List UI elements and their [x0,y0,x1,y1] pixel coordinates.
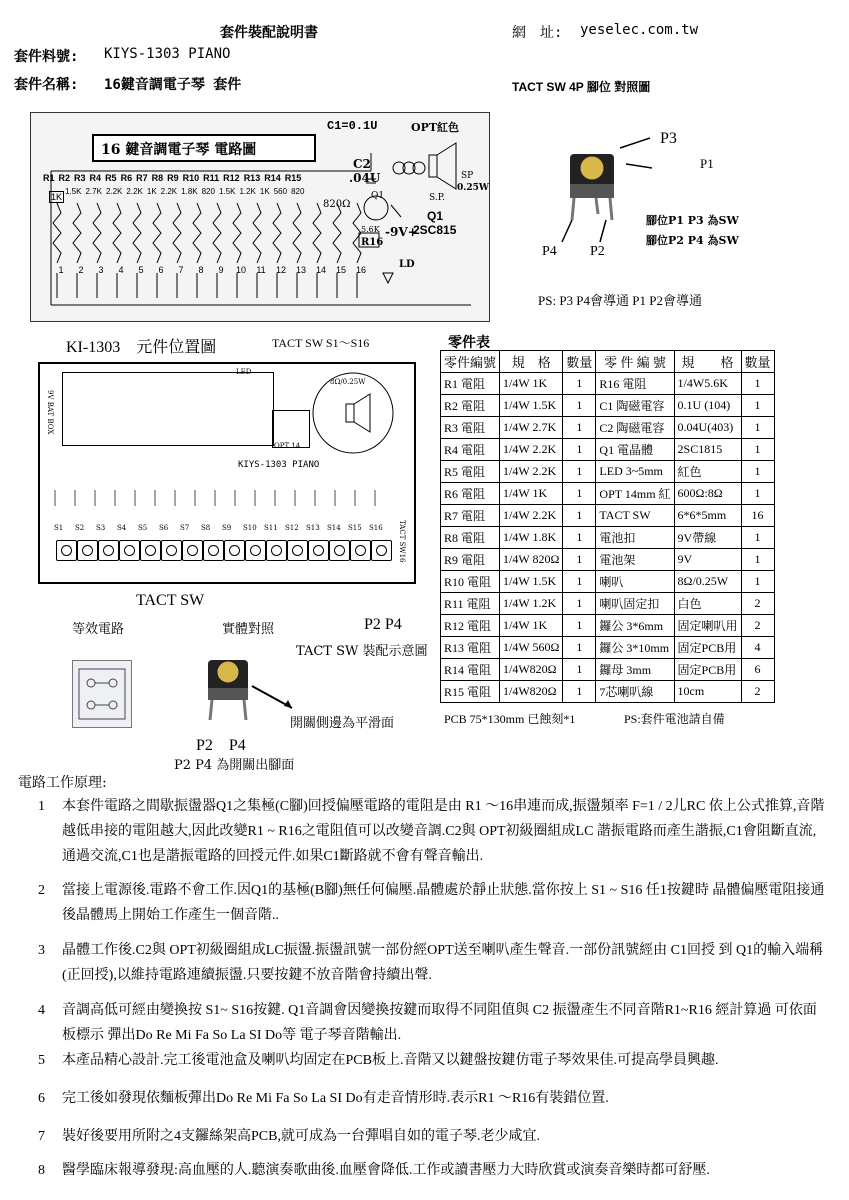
table-cell: C2 陶磁電容 [596,417,674,439]
table-row [441,395,775,417]
table-cell: R5 電阻 [441,461,500,483]
opt-label: OPT紅色 [411,121,460,134]
battery-box [62,372,274,446]
table-cell: 1 [741,395,774,417]
resistor-labels: R1 R2 R3 R4 R5 R6 R7 R8 R9 R10 R11 R12 R13 R14 R15 [43,173,302,183]
key-s1[interactable] [56,540,77,561]
principle-item-number: 1 [38,799,45,814]
key-s4[interactable] [119,540,140,561]
key-s2[interactable] [77,540,98,561]
pin-p1-label: P1 [700,156,714,171]
table-cell: 1/4W 2.2K [500,461,563,483]
table-cell: 1/4W 2.7K [500,417,563,439]
table-row [441,637,775,659]
principle-item-text: 醫學臨床報導發現:高血壓的人.聽演奏歌曲後.血壓會降低.工作或讀書壓力大時欣賞或演奏音樂時都可舒壓. [62,1163,710,1178]
table-cell: 1/4W 1K [500,483,563,505]
principle-item-number: 8 [38,1163,45,1178]
table-cell: 1 [563,549,596,571]
principle-item-number: 6 [38,1091,45,1106]
table-cell: 600Ω:8Ω [674,483,741,505]
table-cell: R10 電阻 [441,571,500,593]
table-row [441,417,775,439]
p2-p4-bottom-label: P2 P4 [196,737,246,754]
table-cell: C1 陶磁電容 [596,395,674,417]
key-s12[interactable] [287,540,308,561]
table-row [441,681,775,703]
sp-value: 0.25W [457,183,490,193]
circuit-schematic [30,112,490,322]
table-cell: 1 [563,373,596,395]
kit-name-label: 套件名稱: [14,77,79,93]
table-row [441,505,775,527]
table-cell: 1 [563,593,596,615]
table-cell: 7芯喇叭線 [596,681,674,703]
equivalent-circuit-diagram [72,660,132,728]
table-row [441,593,775,615]
table-cell: R6 電阻 [441,483,500,505]
table-cell: 1 [563,439,596,461]
table-cell: 喇叭固定扣 [596,593,674,615]
principle-title: 電路工作原理: [18,775,107,791]
r16-value: 5.6K [361,225,380,234]
tact-sw-range: TACT SW S1～S16 [272,336,370,350]
table-cell: R14 電阻 [441,659,500,681]
sp-label: SP [461,171,474,181]
q1-small-label: Q1 [371,191,385,201]
kit-name: 16鍵音調電子琴 套件 [104,77,242,93]
principle-item [38,878,828,928]
key-s15[interactable] [350,540,371,561]
table-cell: 1/4W820Ω [500,681,563,703]
tact-pinout-title: TACT SW 4P 腳位 對照圖 [512,80,651,94]
principle-item [38,998,828,1048]
c2-label: C2 [353,157,371,171]
principle-item-number: 3 [38,943,45,958]
led-position-label: LED [236,368,252,376]
table-cell: R2 電阻 [441,395,500,417]
speaker-spec-label: 8Ω/0.25W [330,378,366,386]
key-s9[interactable] [224,540,245,561]
table-cell: 1/4W 560Ω [500,637,563,659]
table-row [441,439,775,461]
q1-part: 2SC815 [413,223,457,237]
sp-text: S.P. [429,193,445,203]
table-cell: 喇叭 [596,571,674,593]
principle-item [38,1124,828,1149]
table-cell: 1/4W 1K [500,373,563,395]
principle-item-text: 本套件電路之間歇振盪器Q1之集極(C腳)回授偏壓電路的電阻是由 R1 ～16串連而成,振盪頻率 F=1 / 2儿RC 依上公式推算,音階越低串接的電阻越大,因此改變R1 ~ R16之電阻值可以改變音調.C2與 OPT初級圈組成LC 諧振電路而產生諧振,C1會阻斷直流,通過交流,C1也是諧振電路的回授元件.如果C1斷路就不會有聲音輸出. [62,799,825,864]
battery-label: -9V+ [385,225,418,239]
table-cell: 1/4W 1.5K [500,571,563,593]
table-cell: R11 電阻 [441,593,500,615]
table-cell: 1 [563,637,596,659]
physical-label: 實體對照 [222,622,275,637]
table-cell: 1/4W 1.5K [500,395,563,417]
table-row [441,527,775,549]
tact-spare-label: TACT SW16 [398,520,406,563]
key-s11[interactable] [266,540,287,561]
table-cell: R1 電阻 [441,373,500,395]
table-cell: 1 [741,483,774,505]
table-cell: 電池架 [596,549,674,571]
key-s16[interactable] [371,540,392,561]
table-cell: 固定PCB用 [674,637,741,659]
table-cell: 1/4W 820Ω [500,549,563,571]
table-cell: 電池扣 [596,527,674,549]
layout-title: KI-1303 元件位置圖 [66,339,217,356]
table-cell: 10cm [674,681,741,703]
table-cell: TACT SW [596,505,674,527]
principle-item [38,938,828,988]
key-s3[interactable] [98,540,119,561]
principle-item-text: 音調高低可經由變換按 S1~ S16按鍵. Q1音調會因變換按鍵而取得不同阻值與 C2 振盪產生不同音階R1~R16 經計算過 可依面板標示 彈出Do Re Mi Fa So La SI Do等 電子琴音階輸出. [62,1003,817,1043]
table-cell: R7 電阻 [441,505,500,527]
principle-item [38,1158,828,1183]
table-row [441,483,775,505]
pin-p2-label: P2 [590,244,605,259]
principle-item-number: 7 [38,1129,45,1144]
switch-labels: S1 S2 S3 S4 S5 S6 S7 S8 S9 S10 S11 S12 S13 S14 S15 S16 [54,524,383,532]
r16-label: R16 [361,237,384,248]
c2-value: .04U [349,171,381,185]
pcb-note: PCB 75*130mm 已蝕刻*1 [444,712,576,726]
key-s13[interactable] [308,540,329,561]
principle-item-text: 裝好後要用所附之4支鑼絲架高PCB,就可成為一台彈唱自如的電子琴.老少咸宜. [62,1129,540,1144]
pin-note-1: 腳位P1 P3 為SW [646,214,739,227]
principle-item-number: 4 [38,1003,45,1018]
tact-sw-caption: TACT SW [136,592,205,609]
resistor-row [54,490,394,506]
table-cell: 16 [741,505,774,527]
table-cell: 2 [741,593,774,615]
header-cell: 零件編號 [441,351,500,373]
table-cell: 1/4W 1.2K [500,593,563,615]
schematic-drawing [31,113,489,321]
schematic-title: 16 鍵音調電子琴 電路圖 [101,142,257,158]
pin-note-2: 腳位P2 P4 為SW [646,234,739,247]
principle-item [38,1086,828,1111]
principle-item [38,794,828,869]
key-s14[interactable] [329,540,350,561]
key-numbers: 1 2 3 4 5 6 7 8 9 10 11 12 13 14 15 16 [58,265,366,275]
p2p4-label: P2 P4 [364,616,402,633]
key-s10[interactable] [245,540,266,561]
header-cell: 數量 [563,351,596,373]
table-cell: LED 3~5mm [596,461,674,483]
mount-note: TACT SW 裝配示意圖 [296,644,428,659]
table-cell: OPT 14mm 紅 [596,483,674,505]
table-row [441,549,775,571]
pin-p4-label: P4 [542,244,557,259]
table-cell: 紅色 [674,461,741,483]
table-cell: R3 電阻 [441,417,500,439]
key-s8[interactable] [203,540,224,561]
tact-switch-illustration [540,124,660,254]
table-cell: 鑼母 3mm [596,659,674,681]
table-cell: 1 [563,571,596,593]
table-row [441,659,775,681]
principle-item-text: 晶體工作後.C2與 OPT初級圈組成LC振盪.振盪訊號一部份經OPT送至喇叭產生聲音.一部份訊號經由 C1回授 到 Q1的輸入端稱(正回授),以維持電路連續振盪.只要按鍵不放音階會持續出聲. [62,943,824,983]
bat-box-label: 9V BAT BOX [46,390,54,435]
website-label: 網 址: [512,25,563,41]
table-cell: 1 [563,417,596,439]
key-s7[interactable] [182,540,203,561]
parts-title: 零件表 [448,335,490,351]
table-cell: 白色 [674,593,741,615]
table-cell: 2 [741,615,774,637]
website-url[interactable]: yeselec.com.tw [580,22,699,38]
header-cell: 數量 [741,351,774,373]
principle-item-number: 5 [38,1053,45,1068]
principle-item [38,1048,828,1073]
table-cell: 8Ω/0.25W [674,571,741,593]
table-cell: 1 [563,505,596,527]
table-cell: R12 電阻 [441,615,500,637]
header-cell: 規 格 [674,351,741,373]
table-cell: 1/4W 1K [500,615,563,637]
p2p4-pin-note: P2 P4 為開關出腳面 [174,758,295,773]
table-cell: 9V [674,549,741,571]
table-cell: 1 [741,373,774,395]
table-cell: 1/4W 2.2K [500,505,563,527]
pin-ps-note: PS: P3 P4會導通 P1 P2會導通 [538,293,702,308]
kit-code-label: 套件料號: [14,49,79,65]
c1-label: C1=0.1U [327,119,378,133]
parts-table [440,350,775,703]
board-label: KIYS-1303 PIANO [238,460,320,470]
table-cell: R8 電阻 [441,527,500,549]
flat-side-note: 開關側邊為平滑面 [290,716,395,731]
q1-label: Q1 [427,209,444,223]
table-cell: R4 電阻 [441,439,500,461]
r820-label: 820Ω [323,199,351,210]
table-cell: 1 [563,483,596,505]
document-title: 套件裝配說明書 [220,25,318,41]
led-label: LD [399,259,415,270]
battery-note: PS:套件電池請自備 [624,712,725,726]
kit-code: KIYS-1303 PIANO [104,46,231,62]
table-cell: 1 [741,571,774,593]
principle-item-number: 2 [38,883,45,898]
table-cell: 4 [741,637,774,659]
table-cell: 固定PCB用 [674,659,741,681]
table-cell: R13 電阻 [441,637,500,659]
table-row [441,615,775,637]
key-s6[interactable] [161,540,182,561]
principle-item-text: 本產品精心設計.完工後電池盒及喇叭均固定在PCB板上.音階又以鍵盤按鍵仿電子琴效果佳.可提高學員興趣. [62,1053,719,1068]
table-cell: 1 [741,549,774,571]
r1-value: 1K [51,192,63,202]
table-cell: 2SC1815 [674,439,741,461]
table-cell: 6*6*5mm [674,505,741,527]
table-cell: 鑼公 3*10mm [596,637,674,659]
pcb-layout [38,362,416,584]
table-cell: 1/4W5.6K [674,373,741,395]
table-cell: 1 [563,527,596,549]
table-cell: 1 [741,439,774,461]
table-cell: R15 電阻 [441,681,500,703]
table-cell: 1 [741,417,774,439]
header-cell: 零 件 編 號 [596,351,674,373]
table-cell: 1 [741,461,774,483]
table-cell: 鑼公 3*6mm [596,615,674,637]
table-cell: R9 電阻 [441,549,500,571]
principle-item-text: 當接上電源後.電路不會工作.因Q1的基極(B腳)無任何偏壓.晶體處於靜止狀態.當你按上 S1 ~ S16 任1按鍵時 晶體偏壓電阻接通後晶體馬上開始工作產生一個音階.. [62,883,825,923]
table-cell: Q1 電晶體 [596,439,674,461]
pin-p3-label: P3 [660,130,677,147]
parts-header-row [441,351,775,373]
header-cell: 規 格 [500,351,563,373]
table-cell: 1/4W 1.8K [500,527,563,549]
resistor-values: 1.5K 2.7K 2.2K 2.2K 1K 2.2K 1.8K 820 1.5K 1.2K 1K 560 820 [65,187,305,196]
table-cell: R16 電阻 [596,373,674,395]
table-cell: 1 [563,659,596,681]
table-cell: 1/4W820Ω [500,659,563,681]
table-cell: 1 [563,395,596,417]
table-cell: 固定喇叭用 [674,615,741,637]
table-row [441,571,775,593]
table-cell: 9V帶線 [674,527,741,549]
table-cell: 1 [741,527,774,549]
table-cell: 6 [741,659,774,681]
table-cell: 2 [741,681,774,703]
opt-position-label: OPT 14 [274,442,301,450]
table-row [441,373,775,395]
equivalent-circuit-label: 等效電路 [72,622,125,637]
key-s5[interactable] [140,540,161,561]
table-cell: 0.1U (104) [674,395,741,417]
principle-item-text: 完工後如發現依麵板彈出Do Re Mi Fa So La SI Do有走音情形時.表示R1 ～R16有裝錯位置. [62,1091,609,1106]
table-cell: 0.04U(403) [674,417,741,439]
table-cell: 1 [563,615,596,637]
table-cell: 1/4W 2.2K [500,439,563,461]
table-row [441,461,775,483]
table-cell: 1 [563,681,596,703]
table-cell: 1 [563,461,596,483]
